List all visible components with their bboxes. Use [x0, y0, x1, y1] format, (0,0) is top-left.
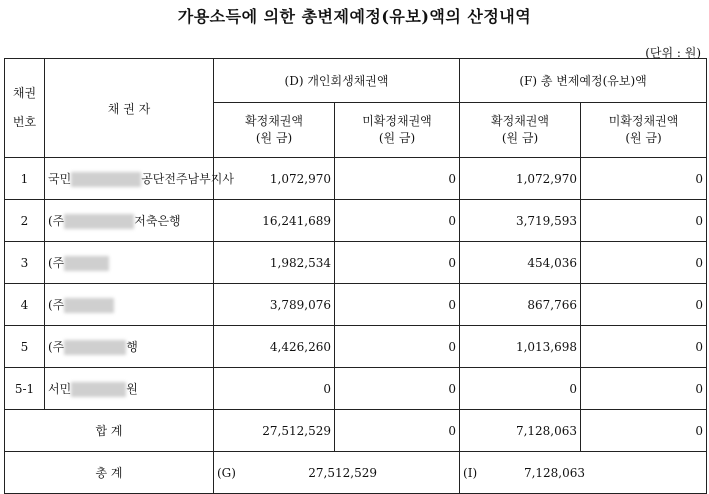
total-g-tag: (G) — [217, 465, 236, 480]
subtotal-row — [5, 410, 707, 452]
claim-number: 3 — [5, 242, 45, 284]
claim-number: 2 — [5, 200, 45, 242]
total-label: 총 계 — [5, 452, 214, 494]
table-row — [5, 158, 707, 200]
d-confirmed-amount: 0 — [214, 368, 335, 410]
total-g-value: 27,512,529 — [308, 465, 377, 480]
f-unconfirmed-amount: 0 — [581, 242, 707, 284]
table-row — [5, 368, 707, 410]
header-f-unconfirmed: 미확정채권액 (원 금) — [581, 103, 707, 158]
creditor-name: (주 — [45, 242, 214, 284]
d-confirmed-amount: 16,241,689 — [214, 200, 335, 242]
creditor-name: 국민 공단전주남부지사 — [45, 158, 214, 200]
f-unconfirmed-amount: 0 — [581, 368, 707, 410]
f-confirmed-amount: 1,072,970 — [460, 158, 581, 200]
d-unconfirmed-amount: 0 — [335, 326, 460, 368]
d-unconfirmed-amount: 0 — [335, 242, 460, 284]
subtotal-label: 합 계 — [5, 410, 214, 452]
f-unconfirmed-amount: 0 — [581, 284, 707, 326]
claim-number: 4 — [5, 284, 45, 326]
f-confirmed-amount: 867,766 — [460, 284, 581, 326]
creditor-name: (주 저축은행 — [45, 200, 214, 242]
d-confirmed-amount: 4,426,260 — [214, 326, 335, 368]
unit-note: (단위 : 원) — [645, 46, 701, 60]
total-i — [460, 452, 707, 494]
subtotal-f-unconfirmed: 0 — [581, 410, 707, 452]
table-row — [5, 326, 707, 368]
f-confirmed-amount: 0 — [460, 368, 581, 410]
claims-table — [4, 58, 707, 494]
d-unconfirmed-amount: 0 — [335, 368, 460, 410]
total-i-tag: (I) — [463, 465, 478, 480]
total-g — [214, 452, 460, 494]
d-unconfirmed-amount: 0 — [335, 284, 460, 326]
creditor-name: (주 — [45, 284, 214, 326]
header-d-confirmed: 확정채권액 (원 금) — [214, 103, 335, 158]
header-claim-number: 채권 번호 — [5, 59, 45, 158]
f-confirmed-amount: 1,013,698 — [460, 326, 581, 368]
creditor-name: (주 행 — [45, 326, 214, 368]
total-row — [5, 452, 707, 494]
claim-number: 5 — [5, 326, 45, 368]
subtotal-d-unconfirmed: 0 — [335, 410, 460, 452]
subtotal-f-confirmed: 7,128,063 — [460, 410, 581, 452]
d-confirmed-amount: 1,072,970 — [214, 158, 335, 200]
f-confirmed-amount: 3,719,593 — [460, 200, 581, 242]
header-f-confirmed: 확정채권액 (원 금) — [460, 103, 581, 158]
header-creditor: 채 권 자 — [45, 59, 214, 158]
header-group-d: (D) 개인회생채권액 — [214, 59, 460, 103]
d-confirmed-amount: 1,982,534 — [214, 242, 335, 284]
table-row — [5, 200, 707, 242]
f-confirmed-amount: 454,036 — [460, 242, 581, 284]
total-i-value: 7,128,063 — [523, 465, 586, 480]
table-row — [5, 242, 707, 284]
f-unconfirmed-amount: 0 — [581, 326, 707, 368]
d-unconfirmed-amount: 0 — [335, 158, 460, 200]
table-row — [5, 284, 707, 326]
document-title: 가용소득에 의한 총변제예정(유보)액의 산정내역 — [177, 7, 532, 26]
subtotal-d-confirmed: 27,512,529 — [214, 410, 335, 452]
creditor-name: 서민 원 — [45, 368, 214, 410]
f-unconfirmed-amount: 0 — [581, 200, 707, 242]
d-confirmed-amount: 3,789,076 — [214, 284, 335, 326]
f-unconfirmed-amount: 0 — [581, 158, 707, 200]
claim-number: 1 — [5, 158, 45, 200]
claim-number: 5-1 — [5, 368, 45, 410]
d-unconfirmed-amount: 0 — [335, 200, 460, 242]
header-d-unconfirmed: 미확정채권액 (원 금) — [335, 103, 460, 158]
header-group-f: (F) 총 변제예정(유보)액 — [460, 59, 707, 103]
